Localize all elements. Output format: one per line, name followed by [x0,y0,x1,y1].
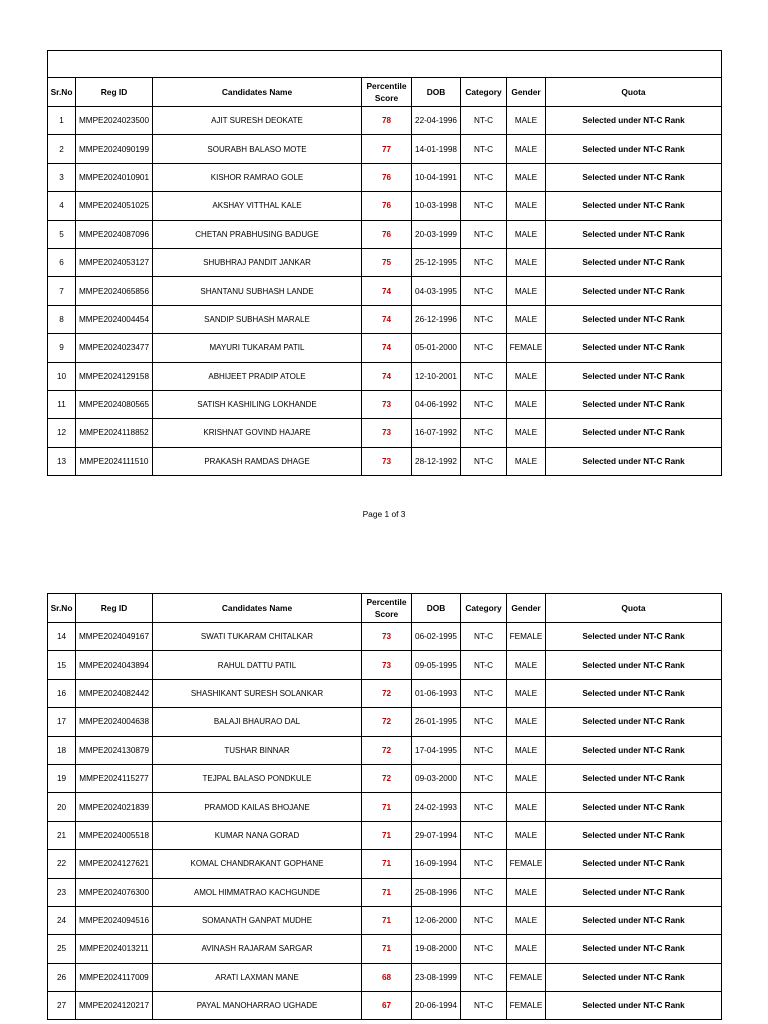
cell-percentile-score: 74 [362,362,412,390]
cell-percentile-score: 74 [362,334,412,362]
cell-category: NT-C [461,107,507,135]
cell-candidate-name: SWATI TUKARAM CHITALKAR [153,623,362,651]
header-score [362,594,412,623]
cell-dob: 24-02-1993 [412,793,461,821]
cell-candidate-name: AKSHAY VITTHAL KALE [153,192,362,220]
table-header-row [48,594,722,623]
cell-category: NT-C [461,220,507,248]
cell-percentile-score: 72 [362,679,412,707]
cell-percentile-score: 77 [362,135,412,163]
table-row [48,220,722,248]
cell-category: NT-C [461,651,507,679]
cell-srno: 9 [48,334,76,362]
cell-srno: 23 [48,878,76,906]
cell-srno: 21 [48,821,76,849]
candidates-table-page-1 [47,50,722,476]
cell-quota: Selected under NT-C Rank [546,992,722,1020]
cell-dob: 29-07-1994 [412,821,461,849]
table-row [48,419,722,447]
cell-category: NT-C [461,390,507,418]
cell-quota: Selected under NT-C Rank [546,906,722,934]
cell-quota: Selected under NT-C Rank [546,192,722,220]
cell-srno: 24 [48,906,76,934]
cell-regid: MMPE2024090199 [76,135,153,163]
cell-category: NT-C [461,419,507,447]
cell-quota: Selected under NT-C Rank [546,623,722,651]
cell-regid: MMPE2024005518 [76,821,153,849]
cell-srno: 22 [48,850,76,878]
cell-quota: Selected under NT-C Rank [546,305,722,333]
cell-gender: MALE [507,679,546,707]
cell-dob: 09-03-2000 [412,764,461,792]
cell-srno: 3 [48,163,76,191]
cell-gender: MALE [507,107,546,135]
cell-candidate-name: RAHUL DATTU PATIL [153,651,362,679]
cell-percentile-score: 75 [362,248,412,276]
cell-srno: 17 [48,708,76,736]
cell-srno: 7 [48,277,76,305]
cell-dob: 19-08-2000 [412,935,461,963]
table-row [48,992,722,1020]
cell-category: NT-C [461,277,507,305]
cell-regid: MMPE2024120217 [76,992,153,1020]
cell-quota: Selected under NT-C Rank [546,135,722,163]
cell-candidate-name: ARATI LAXMAN MANE [153,963,362,991]
cell-regid: MMPE2024053127 [76,248,153,276]
cell-percentile-score: 76 [362,163,412,191]
cell-regid: MMPE2024082442 [76,679,153,707]
cell-candidate-name: TEJPAL BALASO PONDKULE [153,764,362,792]
cell-quota: Selected under NT-C Rank [546,708,722,736]
cell-regid: MMPE2024130879 [76,736,153,764]
cell-percentile-score: 71 [362,935,412,963]
cell-quota: Selected under NT-C Rank [546,764,722,792]
cell-gender: MALE [507,390,546,418]
cell-percentile-score: 76 [362,192,412,220]
cell-quota: Selected under NT-C Rank [546,390,722,418]
cell-quota: Selected under NT-C Rank [546,651,722,679]
table-row [48,850,722,878]
table-row [48,362,722,390]
cell-category: NT-C [461,906,507,934]
cell-quota: Selected under NT-C Rank [546,447,722,475]
cell-dob: 22-04-1996 [412,107,461,135]
cell-quota: Selected under NT-C Rank [546,935,722,963]
cell-candidate-name: KUMAR NANA GORAD [153,821,362,849]
cell-gender: MALE [507,447,546,475]
header-score-line1: Percentile [366,597,407,607]
cell-srno: 19 [48,764,76,792]
cell-regid: MMPE2024021839 [76,793,153,821]
cell-gender: MALE [507,163,546,191]
table-row [48,708,722,736]
cell-category: NT-C [461,708,507,736]
table-row [48,107,722,135]
table-row [48,679,722,707]
cell-srno: 5 [48,220,76,248]
header-score-line1: Percentile [366,81,407,91]
cell-srno: 27 [48,992,76,1020]
blank-title-cell [48,51,722,78]
header-gender: Gender [507,78,546,107]
table-row [48,764,722,792]
cell-dob: 26-12-1996 [412,305,461,333]
cell-dob: 23-08-1999 [412,963,461,991]
cell-gender: MALE [507,277,546,305]
cell-srno: 4 [48,192,76,220]
cell-regid: MMPE2024080565 [76,390,153,418]
cell-quota: Selected under NT-C Rank [546,220,722,248]
cell-gender: MALE [507,135,546,163]
cell-gender: MALE [507,192,546,220]
cell-percentile-score: 78 [362,107,412,135]
cell-srno: 20 [48,793,76,821]
cell-regid: MMPE2024013211 [76,935,153,963]
cell-dob: 10-04-1991 [412,163,461,191]
table-row [48,736,722,764]
cell-percentile-score: 73 [362,419,412,447]
cell-candidate-name: MAYURI TUKARAM PATIL [153,334,362,362]
table-row [48,447,722,475]
cell-quota: Selected under NT-C Rank [546,334,722,362]
cell-dob: 12-10-2001 [412,362,461,390]
header-srno: Sr.No [48,78,76,107]
cell-dob: 20-06-1994 [412,992,461,1020]
cell-dob: 20-03-1999 [412,220,461,248]
cell-category: NT-C [461,163,507,191]
cell-regid: MMPE2024023477 [76,334,153,362]
table-row [48,248,722,276]
cell-candidate-name: AJIT SURESH DEOKATE [153,107,362,135]
header-score-line2: Score [374,609,399,619]
cell-gender: MALE [507,821,546,849]
cell-category: NT-C [461,992,507,1020]
cell-regid: MMPE2024010901 [76,163,153,191]
cell-quota: Selected under NT-C Rank [546,793,722,821]
cell-dob: 06-02-1995 [412,623,461,651]
cell-percentile-score: 73 [362,447,412,475]
cell-gender: MALE [507,362,546,390]
cell-srno: 15 [48,651,76,679]
cell-candidate-name: BALAJI BHAURAO DAL [153,708,362,736]
cell-quota: Selected under NT-C Rank [546,736,722,764]
cell-srno: 1 [48,107,76,135]
cell-category: NT-C [461,334,507,362]
cell-regid: MMPE2024115277 [76,764,153,792]
cell-srno: 16 [48,679,76,707]
header-regid: Reg ID [76,78,153,107]
cell-candidate-name: SHUBHRAJ PANDIT JANKAR [153,248,362,276]
header-regid: Reg ID [76,594,153,623]
cell-candidate-name: ABHIJEET PRADIP ATOLE [153,362,362,390]
table-row [48,906,722,934]
cell-gender: FEMALE [507,850,546,878]
cell-dob: 04-03-1995 [412,277,461,305]
cell-category: NT-C [461,878,507,906]
header-quota: Quota [546,594,722,623]
table-row [48,821,722,849]
cell-candidate-name: KISHOR RAMRAO GOLE [153,163,362,191]
cell-category: NT-C [461,764,507,792]
cell-percentile-score: 72 [362,736,412,764]
cell-regid: MMPE2024051025 [76,192,153,220]
cell-quota: Selected under NT-C Rank [546,362,722,390]
cell-candidate-name: CHETAN PRABHUSING BADUGE [153,220,362,248]
cell-dob: 16-09-1994 [412,850,461,878]
table-row [48,878,722,906]
cell-dob: 14-01-1998 [412,135,461,163]
table-blank-title-row [48,51,722,78]
cell-candidate-name: SATISH KASHILING LOKHANDE [153,390,362,418]
cell-gender: MALE [507,248,546,276]
cell-quota: Selected under NT-C Rank [546,850,722,878]
cell-percentile-score: 72 [362,708,412,736]
cell-gender: FEMALE [507,992,546,1020]
cell-gender: MALE [507,708,546,736]
cell-percentile-score: 71 [362,878,412,906]
cell-candidate-name: AMOL HIMMATRAO KACHGUNDE [153,878,362,906]
table-row [48,135,722,163]
cell-candidate-name: SOURABH BALASO MOTE [153,135,362,163]
cell-gender: MALE [507,906,546,934]
cell-quota: Selected under NT-C Rank [546,277,722,305]
cell-category: NT-C [461,623,507,651]
cell-category: NT-C [461,447,507,475]
cell-candidate-name: TUSHAR BINNAR [153,736,362,764]
cell-gender: MALE [507,878,546,906]
cell-gender: FEMALE [507,963,546,991]
cell-category: NT-C [461,963,507,991]
cell-gender: MALE [507,935,546,963]
cell-candidate-name: PAYAL MANOHARRAO UGHADE [153,992,362,1020]
table-row [48,390,722,418]
table-row [48,163,722,191]
cell-gender: MALE [507,736,546,764]
cell-candidate-name: SHASHIKANT SURESH SOLANKAR [153,679,362,707]
cell-regid: MMPE2024004454 [76,305,153,333]
cell-candidate-name: PRAMOD KAILAS BHOJANE [153,793,362,821]
cell-quota: Selected under NT-C Rank [546,419,722,447]
table-row [48,793,722,821]
cell-srno: 12 [48,419,76,447]
table-row [48,651,722,679]
cell-category: NT-C [461,850,507,878]
cell-category: NT-C [461,935,507,963]
cell-regid: MMPE2024129158 [76,362,153,390]
cell-quota: Selected under NT-C Rank [546,679,722,707]
table-row [48,192,722,220]
cell-category: NT-C [461,305,507,333]
cell-gender: MALE [507,651,546,679]
cell-dob: 16-07-1992 [412,419,461,447]
cell-percentile-score: 72 [362,764,412,792]
candidates-table-page-2 [47,593,722,1020]
cell-regid: MMPE2024049167 [76,623,153,651]
header-category: Category [461,594,507,623]
header-gender: Gender [507,594,546,623]
header-name: Candidates Name [153,594,362,623]
cell-percentile-score: 73 [362,623,412,651]
cell-dob: 04-06-1992 [412,390,461,418]
header-dob: DOB [412,594,461,623]
cell-regid: MMPE2024111510 [76,447,153,475]
cell-srno: 26 [48,963,76,991]
table-row [48,334,722,362]
cell-dob: 17-04-1995 [412,736,461,764]
cell-candidate-name: AVINASH RAJARAM SARGAR [153,935,362,963]
header-name: Candidates Name [153,78,362,107]
cell-srno: 18 [48,736,76,764]
cell-gender: MALE [507,764,546,792]
table-row [48,963,722,991]
table-row [48,277,722,305]
cell-regid: MMPE2024023500 [76,107,153,135]
header-score [362,78,412,107]
cell-quota: Selected under NT-C Rank [546,821,722,849]
cell-candidate-name: SHANTANU SUBHASH LANDE [153,277,362,305]
cell-category: NT-C [461,362,507,390]
cell-dob: 01-06-1993 [412,679,461,707]
cell-candidate-name: SOMANATH GANPAT MUDHE [153,906,362,934]
cell-percentile-score: 71 [362,906,412,934]
cell-regid: MMPE2024117009 [76,963,153,991]
cell-category: NT-C [461,821,507,849]
cell-candidate-name: SANDIP SUBHASH MARALE [153,305,362,333]
cell-dob: 28-12-1992 [412,447,461,475]
cell-quota: Selected under NT-C Rank [546,107,722,135]
cell-percentile-score: 67 [362,992,412,1020]
cell-candidate-name: PRAKASH RAMDAS DHAGE [153,447,362,475]
cell-gender: MALE [507,220,546,248]
cell-gender: MALE [507,305,546,333]
table-row [48,623,722,651]
cell-gender: FEMALE [507,623,546,651]
cell-regid: MMPE2024043894 [76,651,153,679]
cell-regid: MMPE2024094516 [76,906,153,934]
cell-dob: 26-01-1995 [412,708,461,736]
cell-regid: MMPE2024065856 [76,277,153,305]
table-row [48,305,722,333]
cell-percentile-score: 71 [362,821,412,849]
cell-regid: MMPE2024004638 [76,708,153,736]
header-score-line2: Score [374,93,399,103]
cell-quota: Selected under NT-C Rank [546,248,722,276]
cell-gender: MALE [507,419,546,447]
cell-percentile-score: 74 [362,277,412,305]
cell-regid: MMPE2024076300 [76,878,153,906]
cell-dob: 09-05-1995 [412,651,461,679]
cell-percentile-score: 71 [362,793,412,821]
cell-percentile-score: 68 [362,963,412,991]
table-row [48,935,722,963]
cell-srno: 2 [48,135,76,163]
cell-regid: MMPE2024118852 [76,419,153,447]
header-category: Category [461,78,507,107]
header-srno: Sr.No [48,594,76,623]
cell-srno: 25 [48,935,76,963]
cell-dob: 05-01-2000 [412,334,461,362]
cell-regid: MMPE2024087096 [76,220,153,248]
header-dob: DOB [412,78,461,107]
cell-gender: FEMALE [507,334,546,362]
cell-quota: Selected under NT-C Rank [546,963,722,991]
cell-gender: MALE [507,793,546,821]
cell-srno: 11 [48,390,76,418]
cell-percentile-score: 76 [362,220,412,248]
header-quota: Quota [546,78,722,107]
cell-category: NT-C [461,248,507,276]
cell-srno: 8 [48,305,76,333]
cell-percentile-score: 73 [362,651,412,679]
cell-srno: 6 [48,248,76,276]
cell-category: NT-C [461,679,507,707]
cell-quota: Selected under NT-C Rank [546,878,722,906]
cell-regid: MMPE2024127621 [76,850,153,878]
page-number: Page 1 of 3 [362,509,406,519]
table-header-row [48,78,722,107]
cell-srno: 10 [48,362,76,390]
cell-category: NT-C [461,736,507,764]
cell-candidate-name: KRISHNAT GOVIND HAJARE [153,419,362,447]
cell-dob: 25-12-1995 [412,248,461,276]
cell-percentile-score: 74 [362,305,412,333]
cell-dob: 25-08-1996 [412,878,461,906]
cell-category: NT-C [461,793,507,821]
cell-dob: 12-06-2000 [412,906,461,934]
cell-srno: 13 [48,447,76,475]
cell-percentile-score: 71 [362,850,412,878]
cell-quota: Selected under NT-C Rank [546,163,722,191]
cell-percentile-score: 73 [362,390,412,418]
cell-srno: 14 [48,623,76,651]
cell-candidate-name: KOMAL CHANDRAKANT GOPHANE [153,850,362,878]
cell-dob: 10-03-1998 [412,192,461,220]
cell-category: NT-C [461,135,507,163]
cell-category: NT-C [461,192,507,220]
